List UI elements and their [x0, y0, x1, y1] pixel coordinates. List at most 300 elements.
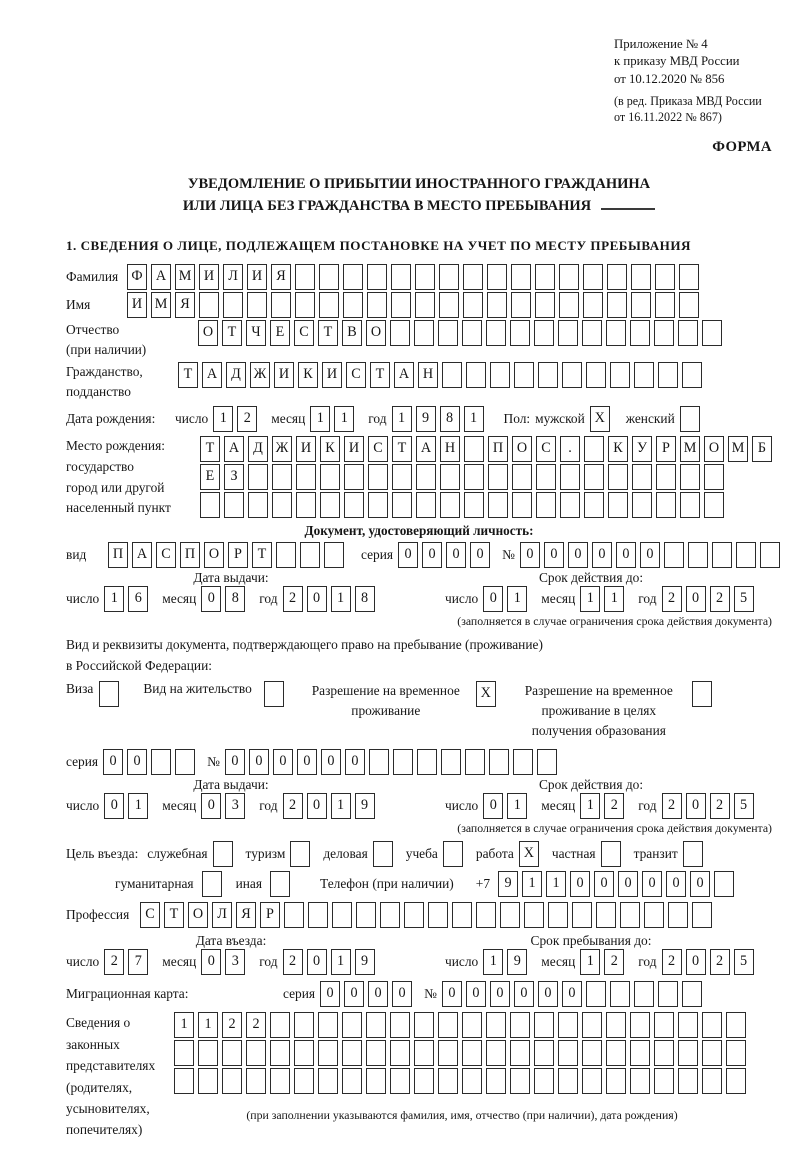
char-cell[interactable]: Е — [270, 320, 290, 346]
char-cell[interactable] — [534, 1068, 554, 1094]
char-cell[interactable] — [510, 1040, 530, 1066]
char-cell[interactable] — [655, 292, 675, 318]
char-cell[interactable] — [606, 320, 626, 346]
char-cell[interactable] — [656, 492, 676, 518]
char-cell[interactable] — [380, 902, 400, 928]
char-cell[interactable]: 2 — [604, 949, 624, 975]
char-cell[interactable] — [438, 1012, 458, 1038]
char-cell[interactable] — [511, 292, 531, 318]
char-cell[interactable] — [682, 981, 702, 1007]
char-cell[interactable] — [572, 902, 592, 928]
char-cell[interactable]: 1 — [580, 793, 600, 819]
char-cell[interactable]: 1 — [507, 586, 527, 612]
char-cell[interactable]: И — [127, 292, 147, 318]
char-cell[interactable]: 8 — [225, 586, 245, 612]
char-cell[interactable] — [680, 406, 700, 432]
char-cell[interactable] — [489, 749, 509, 775]
char-cell[interactable] — [559, 264, 579, 290]
char-cell[interactable] — [320, 464, 340, 490]
char-cell[interactable] — [318, 1012, 338, 1038]
char-cell[interactable]: Я — [175, 292, 195, 318]
char-cell[interactable] — [702, 1068, 722, 1094]
char-cell[interactable]: 2 — [283, 586, 303, 612]
char-cell[interactable]: А — [132, 542, 152, 568]
char-cell[interactable]: 9 — [355, 793, 375, 819]
char-cell[interactable]: 9 — [498, 871, 518, 897]
char-cell[interactable] — [272, 492, 292, 518]
char-cell[interactable] — [366, 1068, 386, 1094]
char-cell[interactable]: 0 — [297, 749, 317, 775]
char-cell[interactable] — [224, 492, 244, 518]
char-cell[interactable]: 0 — [201, 586, 221, 612]
char-cell[interactable] — [320, 492, 340, 518]
char-cell[interactable] — [510, 320, 530, 346]
char-cell[interactable]: А — [394, 362, 414, 388]
char-cell[interactable]: 5 — [734, 793, 754, 819]
char-cell[interactable]: Н — [440, 436, 460, 462]
char-cell[interactable]: Е — [200, 464, 220, 490]
char-cell[interactable] — [462, 320, 482, 346]
char-cell[interactable] — [414, 1068, 434, 1094]
char-cell[interactable] — [332, 902, 352, 928]
char-cell[interactable] — [342, 1068, 362, 1094]
char-cell[interactable]: 0 — [307, 949, 327, 975]
char-cell[interactable]: Б — [752, 436, 772, 462]
char-cell[interactable] — [586, 362, 606, 388]
char-cell[interactable]: 0 — [345, 749, 365, 775]
char-cell[interactable] — [606, 1040, 626, 1066]
char-cell[interactable] — [223, 292, 243, 318]
char-cell[interactable]: 0 — [483, 586, 503, 612]
char-cell[interactable]: 0 — [618, 871, 638, 897]
char-cell[interactable] — [319, 264, 339, 290]
char-cell[interactable] — [500, 902, 520, 928]
char-cell[interactable] — [213, 841, 233, 867]
char-cell[interactable] — [582, 1068, 602, 1094]
char-cell[interactable]: 1 — [604, 586, 624, 612]
char-cell[interactable] — [390, 1068, 410, 1094]
char-cell[interactable]: Л — [212, 902, 232, 928]
char-cell[interactable] — [704, 464, 724, 490]
char-cell[interactable]: 2 — [662, 949, 682, 975]
char-cell[interactable] — [558, 320, 578, 346]
char-cell[interactable] — [438, 1040, 458, 1066]
char-cell[interactable]: 2 — [283, 793, 303, 819]
char-cell[interactable] — [582, 1012, 602, 1038]
char-cell[interactable] — [658, 981, 678, 1007]
char-cell[interactable] — [534, 1012, 554, 1038]
char-cell[interactable] — [712, 542, 732, 568]
char-cell[interactable] — [463, 264, 483, 290]
char-cell[interactable] — [608, 464, 628, 490]
char-cell[interactable] — [290, 841, 310, 867]
char-cell[interactable]: И — [199, 264, 219, 290]
char-cell[interactable] — [736, 542, 756, 568]
char-cell[interactable]: К — [608, 436, 628, 462]
char-cell[interactable]: 1 — [104, 586, 124, 612]
char-cell[interactable]: 2 — [222, 1012, 242, 1038]
char-cell[interactable]: 0 — [568, 542, 588, 568]
char-cell[interactable]: Л — [223, 264, 243, 290]
char-cell[interactable]: К — [320, 436, 340, 462]
char-cell[interactable] — [415, 264, 435, 290]
char-cell[interactable] — [631, 292, 651, 318]
char-cell[interactable] — [463, 292, 483, 318]
char-cell[interactable] — [582, 1040, 602, 1066]
char-cell[interactable] — [630, 1040, 650, 1066]
char-cell[interactable] — [294, 1068, 314, 1094]
char-cell[interactable] — [487, 292, 507, 318]
char-cell[interactable] — [620, 902, 640, 928]
char-cell[interactable] — [656, 464, 676, 490]
char-cell[interactable]: А — [202, 362, 222, 388]
char-cell[interactable]: А — [224, 436, 244, 462]
char-cell[interactable]: М — [680, 436, 700, 462]
char-cell[interactable] — [702, 1040, 722, 1066]
char-cell[interactable] — [368, 492, 388, 518]
char-cell[interactable]: 1 — [392, 406, 412, 432]
char-cell[interactable]: Д — [226, 362, 246, 388]
char-cell[interactable]: Ж — [272, 436, 292, 462]
char-cell[interactable] — [654, 1040, 674, 1066]
char-cell[interactable] — [512, 492, 532, 518]
char-cell[interactable]: С — [294, 320, 314, 346]
char-cell[interactable] — [692, 681, 712, 707]
char-cell[interactable] — [200, 492, 220, 518]
char-cell[interactable] — [443, 841, 463, 867]
char-cell[interactable] — [630, 1012, 650, 1038]
char-cell[interactable] — [442, 362, 462, 388]
char-cell[interactable]: 1 — [580, 949, 600, 975]
char-cell[interactable]: 0 — [642, 871, 662, 897]
char-cell[interactable] — [414, 1012, 434, 1038]
char-cell[interactable] — [270, 1040, 290, 1066]
char-cell[interactable] — [513, 749, 533, 775]
char-cell[interactable]: 8 — [355, 586, 375, 612]
char-cell[interactable] — [560, 492, 580, 518]
char-cell[interactable] — [658, 362, 678, 388]
char-cell[interactable] — [452, 902, 472, 928]
char-cell[interactable] — [682, 362, 702, 388]
char-cell[interactable]: О — [204, 542, 224, 568]
char-cell[interactable]: Ч — [246, 320, 266, 346]
char-cell[interactable]: 0 — [307, 793, 327, 819]
char-cell[interactable]: 2 — [662, 793, 682, 819]
char-cell[interactable]: 0 — [640, 542, 660, 568]
char-cell[interactable]: Р — [656, 436, 676, 462]
char-cell[interactable] — [512, 464, 532, 490]
char-cell[interactable] — [318, 1068, 338, 1094]
char-cell[interactable] — [535, 264, 555, 290]
char-cell[interactable] — [601, 841, 621, 867]
char-cell[interactable] — [464, 436, 484, 462]
char-cell[interactable]: И — [344, 436, 364, 462]
char-cell[interactable] — [222, 1040, 242, 1066]
char-cell[interactable] — [367, 264, 387, 290]
char-cell[interactable]: У — [632, 436, 652, 462]
char-cell[interactable]: 1 — [174, 1012, 194, 1038]
char-cell[interactable] — [271, 292, 291, 318]
char-cell[interactable] — [536, 492, 556, 518]
char-cell[interactable]: И — [274, 362, 294, 388]
char-cell[interactable] — [99, 681, 119, 707]
char-cell[interactable] — [270, 1012, 290, 1038]
char-cell[interactable] — [678, 320, 698, 346]
char-cell[interactable] — [417, 749, 437, 775]
char-cell[interactable]: 1 — [334, 406, 354, 432]
char-cell[interactable] — [300, 542, 320, 568]
char-cell[interactable] — [342, 1012, 362, 1038]
char-cell[interactable]: Т — [370, 362, 390, 388]
char-cell[interactable] — [391, 292, 411, 318]
char-cell[interactable] — [462, 1068, 482, 1094]
char-cell[interactable] — [558, 1012, 578, 1038]
char-cell[interactable]: А — [416, 436, 436, 462]
char-cell[interactable] — [295, 292, 315, 318]
char-cell[interactable]: О — [198, 320, 218, 346]
char-cell[interactable] — [296, 492, 316, 518]
char-cell[interactable] — [537, 749, 557, 775]
char-cell[interactable] — [404, 902, 424, 928]
char-cell[interactable] — [486, 1040, 506, 1066]
char-cell[interactable]: 9 — [507, 949, 527, 975]
char-cell[interactable]: 1 — [483, 949, 503, 975]
char-cell[interactable] — [248, 492, 268, 518]
char-cell[interactable] — [284, 902, 304, 928]
char-cell[interactable] — [247, 292, 267, 318]
char-cell[interactable] — [486, 1068, 506, 1094]
char-cell[interactable] — [390, 1012, 410, 1038]
char-cell[interactable] — [654, 320, 674, 346]
char-cell[interactable] — [678, 1040, 698, 1066]
char-cell[interactable]: X — [476, 681, 496, 707]
char-cell[interactable] — [294, 1040, 314, 1066]
char-cell[interactable]: С — [368, 436, 388, 462]
char-cell[interactable]: 1 — [128, 793, 148, 819]
char-cell[interactable] — [439, 292, 459, 318]
char-cell[interactable] — [683, 841, 703, 867]
char-cell[interactable]: 1 — [507, 793, 527, 819]
char-cell[interactable] — [486, 320, 506, 346]
char-cell[interactable]: 0 — [201, 949, 221, 975]
char-cell[interactable] — [248, 464, 268, 490]
char-cell[interactable]: 7 — [128, 949, 148, 975]
char-cell[interactable] — [678, 1012, 698, 1038]
char-cell[interactable] — [634, 362, 654, 388]
char-cell[interactable]: Ж — [250, 362, 270, 388]
char-cell[interactable]: С — [140, 902, 160, 928]
char-cell[interactable] — [466, 362, 486, 388]
char-cell[interactable] — [680, 464, 700, 490]
char-cell[interactable] — [534, 320, 554, 346]
char-cell[interactable] — [476, 902, 496, 928]
char-cell[interactable]: Н — [418, 362, 438, 388]
char-cell[interactable] — [524, 902, 544, 928]
char-cell[interactable] — [535, 292, 555, 318]
char-cell[interactable] — [644, 902, 664, 928]
char-cell[interactable]: 0 — [201, 793, 221, 819]
char-cell[interactable] — [462, 1040, 482, 1066]
char-cell[interactable]: 0 — [273, 749, 293, 775]
char-cell[interactable]: 0 — [562, 981, 582, 1007]
char-cell[interactable] — [440, 464, 460, 490]
char-cell[interactable] — [560, 464, 580, 490]
char-cell[interactable] — [562, 362, 582, 388]
char-cell[interactable] — [584, 492, 604, 518]
char-cell[interactable]: X — [590, 406, 610, 432]
char-cell[interactable]: 0 — [442, 981, 462, 1007]
char-cell[interactable] — [679, 264, 699, 290]
char-cell[interactable]: 2 — [104, 949, 124, 975]
char-cell[interactable] — [584, 464, 604, 490]
char-cell[interactable]: 2 — [710, 793, 730, 819]
char-cell[interactable]: 0 — [225, 749, 245, 775]
char-cell[interactable] — [584, 436, 604, 462]
char-cell[interactable]: 1 — [331, 949, 351, 975]
char-cell[interactable] — [174, 1068, 194, 1094]
char-cell[interactable]: 0 — [686, 949, 706, 975]
char-cell[interactable]: X — [519, 841, 539, 867]
char-cell[interactable]: О — [704, 436, 724, 462]
char-cell[interactable] — [486, 1012, 506, 1038]
char-cell[interactable]: 0 — [538, 981, 558, 1007]
char-cell[interactable] — [198, 1068, 218, 1094]
char-cell[interactable]: 0 — [514, 981, 534, 1007]
char-cell[interactable]: А — [151, 264, 171, 290]
char-cell[interactable]: 0 — [592, 542, 612, 568]
char-cell[interactable] — [295, 264, 315, 290]
char-cell[interactable] — [296, 464, 316, 490]
char-cell[interactable]: 0 — [686, 586, 706, 612]
char-cell[interactable] — [634, 981, 654, 1007]
char-cell[interactable] — [438, 1068, 458, 1094]
char-cell[interactable] — [246, 1068, 266, 1094]
char-cell[interactable] — [264, 681, 284, 707]
char-cell[interactable] — [558, 1068, 578, 1094]
char-cell[interactable]: Я — [271, 264, 291, 290]
char-cell[interactable] — [692, 902, 712, 928]
char-cell[interactable]: 0 — [398, 542, 418, 568]
char-cell[interactable]: 2 — [710, 949, 730, 975]
char-cell[interactable]: 1 — [213, 406, 233, 432]
char-cell[interactable] — [511, 264, 531, 290]
char-cell[interactable]: 6 — [128, 586, 148, 612]
char-cell[interactable] — [490, 362, 510, 388]
char-cell[interactable]: Ф — [127, 264, 147, 290]
char-cell[interactable] — [726, 1040, 746, 1066]
char-cell[interactable]: С — [346, 362, 366, 388]
char-cell[interactable] — [631, 264, 651, 290]
char-cell[interactable] — [514, 362, 534, 388]
char-cell[interactable] — [368, 464, 388, 490]
char-cell[interactable] — [324, 542, 344, 568]
char-cell[interactable] — [428, 902, 448, 928]
char-cell[interactable]: 0 — [368, 981, 388, 1007]
char-cell[interactable]: 0 — [307, 586, 327, 612]
char-cell[interactable]: 0 — [422, 542, 442, 568]
char-cell[interactable] — [702, 320, 722, 346]
char-cell[interactable] — [760, 542, 780, 568]
char-cell[interactable]: О — [512, 436, 532, 462]
char-cell[interactable]: 0 — [520, 542, 540, 568]
char-cell[interactable] — [222, 1068, 242, 1094]
char-cell[interactable] — [654, 1068, 674, 1094]
char-cell[interactable]: 0 — [570, 871, 590, 897]
char-cell[interactable] — [367, 292, 387, 318]
char-cell[interactable]: Я — [236, 902, 256, 928]
char-cell[interactable]: 0 — [666, 871, 686, 897]
char-cell[interactable] — [678, 1068, 698, 1094]
char-cell[interactable] — [276, 542, 296, 568]
char-cell[interactable] — [319, 292, 339, 318]
char-cell[interactable]: 5 — [734, 586, 754, 612]
char-cell[interactable]: П — [180, 542, 200, 568]
char-cell[interactable]: П — [108, 542, 128, 568]
char-cell[interactable] — [369, 749, 389, 775]
char-cell[interactable]: М — [151, 292, 171, 318]
char-cell[interactable] — [440, 492, 460, 518]
char-cell[interactable] — [373, 841, 393, 867]
char-cell[interactable]: 0 — [392, 981, 412, 1007]
char-cell[interactable]: Р — [228, 542, 248, 568]
char-cell[interactable] — [510, 1012, 530, 1038]
char-cell[interactable]: 0 — [446, 542, 466, 568]
char-cell[interactable] — [465, 749, 485, 775]
char-cell[interactable] — [390, 320, 410, 346]
char-cell[interactable]: 1 — [580, 586, 600, 612]
char-cell[interactable]: 2 — [662, 586, 682, 612]
char-cell[interactable]: 0 — [470, 542, 490, 568]
char-cell[interactable] — [606, 1012, 626, 1038]
char-cell[interactable] — [198, 1040, 218, 1066]
char-cell[interactable] — [343, 292, 363, 318]
char-cell[interactable]: 0 — [544, 542, 564, 568]
char-cell[interactable] — [366, 1012, 386, 1038]
char-cell[interactable] — [151, 749, 171, 775]
char-cell[interactable] — [392, 492, 412, 518]
char-cell[interactable] — [356, 902, 376, 928]
char-cell[interactable]: С — [156, 542, 176, 568]
char-cell[interactable] — [558, 1040, 578, 1066]
char-cell[interactable] — [679, 292, 699, 318]
char-cell[interactable]: 2 — [604, 793, 624, 819]
char-cell[interactable] — [174, 1040, 194, 1066]
char-cell[interactable]: 2 — [283, 949, 303, 975]
char-cell[interactable]: 9 — [416, 406, 436, 432]
char-cell[interactable] — [714, 871, 734, 897]
char-cell[interactable] — [726, 1012, 746, 1038]
char-cell[interactable] — [583, 264, 603, 290]
char-cell[interactable]: О — [366, 320, 386, 346]
char-cell[interactable] — [630, 1068, 650, 1094]
char-cell[interactable]: М — [175, 264, 195, 290]
char-cell[interactable]: 0 — [320, 981, 340, 1007]
char-cell[interactable]: 0 — [483, 793, 503, 819]
char-cell[interactable] — [438, 320, 458, 346]
char-cell[interactable]: 8 — [440, 406, 460, 432]
char-cell[interactable] — [668, 902, 688, 928]
char-cell[interactable]: Т — [222, 320, 242, 346]
char-cell[interactable] — [270, 1068, 290, 1094]
char-cell[interactable] — [680, 492, 700, 518]
char-cell[interactable]: 0 — [594, 871, 614, 897]
char-cell[interactable] — [393, 749, 413, 775]
char-cell[interactable] — [726, 1068, 746, 1094]
char-cell[interactable] — [344, 464, 364, 490]
char-cell[interactable]: 3 — [225, 793, 245, 819]
char-cell[interactable]: Т — [318, 320, 338, 346]
char-cell[interactable] — [272, 464, 292, 490]
